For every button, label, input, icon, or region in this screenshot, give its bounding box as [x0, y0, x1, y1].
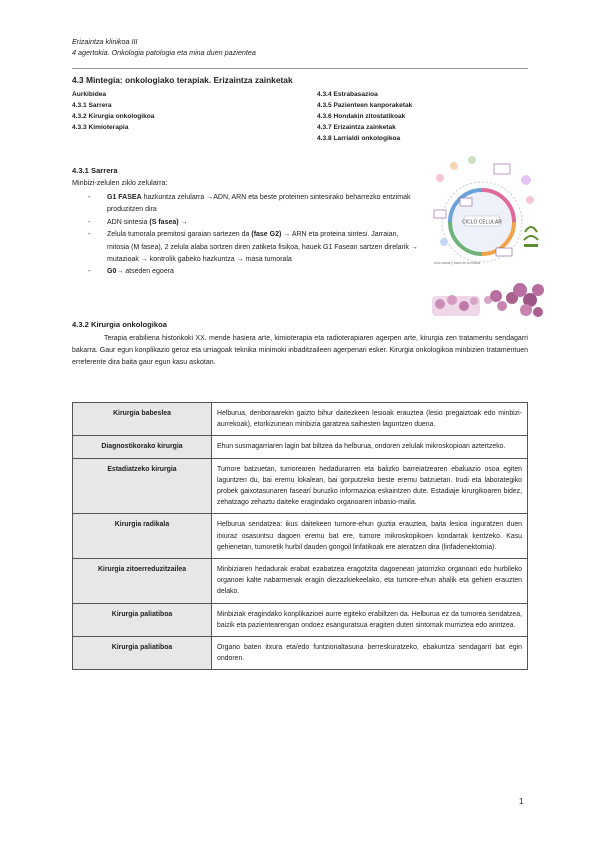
toc-item[interactable]: 4.3.4 Estrabasazioa	[317, 91, 378, 98]
toc-title: Aurkibidea	[72, 91, 107, 98]
phase-text: → ARN eta proteina sintesi. Jarraian, mitosia (M fasea), 2 zelula alaba sortzen diren zatiketa fisikoa, hauek G1 Fasean sartzen direlarik → mutazioak → kontrolik gabeko hazkuntza → masa tumorala	[107, 231, 418, 264]
surgery-description-cell: Helburua, denboraarekin gaizto bihur daitezkeen lesioak erauztea (lesio pregaiztoak edo minbizi-aurrekoak), etorkizunean minbizia garatzea saihesten laguntzen duena.	[212, 403, 528, 436]
header-course: Erizaintza klinikoa III	[72, 37, 138, 46]
table-row	[73, 559, 528, 604]
table-row	[73, 403, 528, 436]
subsection-heading-kirurgia: 4.3.2 Kirurgia onkologikoa	[72, 320, 167, 329]
toc-left-column	[72, 89, 154, 133]
cell-cycle-intro: Minbizi-zelulen ziklo zelularra:	[72, 178, 168, 187]
list-item	[88, 217, 420, 229]
section-title: 4.3 Mintegia: onkologiako terapiak. Erizaintza zainketak	[72, 75, 293, 85]
tumor-cells-illustration	[432, 283, 544, 317]
surgery-type-cell: Kirurgia zitoerreduzitzailea	[73, 559, 212, 604]
phase-text: Zelula tumorala premitosi garaian sartezen da	[107, 231, 252, 239]
phase-text: →	[178, 218, 188, 226]
table-row	[73, 514, 528, 559]
toc-item[interactable]: 4.3.1 Sarrera	[72, 102, 112, 109]
phase-label: (fase G2)	[251, 231, 282, 239]
surgery-description-cell: Minbiziak eragindako konplikazioei aurre egiteko erabiltzen da. Helburua ez da tumorea sendatzea, baizik eta pazientearengan ondoez esanguratsua eragiten duten sintomak murriztea edo arintzea.	[212, 603, 528, 636]
surgery-type-cell: Kirurgia radikala	[73, 514, 212, 559]
table-row	[73, 458, 528, 514]
toc-item[interactable]: 4.3.2 Kirurgia onkologikoa	[72, 113, 155, 120]
kirurgia-paragraph: Terapia erabiliena historikoki XX. mende hasiera arte, kimioterapia eta radioterapiaren agerpen arte, kirurgia zen tratamentu sendagarri bakarra. Gaur egun konplikazio geroz eta urriagoak teknika minimoki inbaditzaileen agerpenari esker. Kirurgia onkologikoa minbizien tratamentuen erreferente dira baita gaur egun kasu askotan.	[72, 335, 528, 367]
phase-text: atseden egoera	[123, 268, 174, 276]
surgery-description-cell: Minbiziaren hedadurak erabat ezabatzea eragotzita dagoenean jatorrizko organoari edo hurbileko organoei kalte nabarmenak eragin diezazkiekeelako, eta tumore-ehun ahalik eta gehien erauzten delako.	[212, 559, 528, 604]
cell-cycle-diagram	[434, 156, 534, 262]
table-row	[73, 637, 528, 670]
surgery-description-cell: Tumore batzuetan, tumorearen hedadurarren eta balizko barreiatzearen ebaluazio osoa egiten laguntzen du, bai eremu lokalean, bai gorputzeko beste eremu batzuetan. Irudi eta laborategiko probek gaixotasunaren fasearí buruzko informazioa eskaintzen dute. Estadiaje kirurgikoaren bidez, zehatzago zehaztu daiteke eragindako organoaren inbasio-maila.	[212, 458, 528, 514]
header-divider	[72, 68, 528, 69]
phase-label: G0→	[107, 268, 124, 276]
phase-text: ADN sintesia	[107, 218, 150, 226]
list-item	[88, 192, 420, 217]
subsection-heading-sarrera: 4.3.1 Sarrera	[72, 166, 118, 175]
table-row	[73, 436, 528, 458]
table-row	[73, 603, 528, 636]
page-number: 1	[519, 797, 524, 806]
toc-item[interactable]: 4.3.7 Erizaintza zainketak	[317, 124, 396, 131]
toc-item[interactable]: 4.3.3 Kimioterapia	[72, 124, 129, 131]
toc-right-column	[317, 89, 412, 144]
phase-text: hazkuntza zelularra →ADN, ARN eta beste proteinen sintesirako beharrezko entzimak produzitzen dira	[107, 194, 411, 214]
cell-cycle-figure	[430, 150, 545, 330]
toc-item[interactable]: 4.3.6 Hondakin zitostatikoak	[317, 113, 406, 120]
toc-item[interactable]: 4.3.5 Pazienteen kanporaketak	[317, 102, 413, 109]
cycle-center-label: CICLO CELULAR	[462, 219, 502, 226]
surgery-type-cell: Kirurgia babeslea	[73, 403, 212, 436]
phase-label: (S fasea)	[149, 218, 179, 226]
surgery-description-cell: Ehun susmagarriaren lagin bat biltzea da helburua, ondoren zelulak mikroskopioan aztertzeko.	[212, 436, 528, 458]
surgery-types-table	[72, 402, 528, 670]
cell-cycle-list	[88, 192, 420, 279]
list-item	[88, 229, 420, 266]
publisher-logo	[524, 227, 538, 247]
surgery-type-cell: Kirurgia paliatiboa	[73, 637, 212, 670]
surgery-description-cell: Helburua sendatzea: ikus daitekeen tumore-ehun guztia erauztea, baita lesioa inguratzen duen itxuraz osasuntsu dagoen eremu bat ere, tumore mikroskopikoen kondarrak kentzeko. Kasu gehienetan, tumoretik hurbil dauden gongoil linfatikoak ere ateratzen dira (linfadenektomia).	[212, 514, 528, 559]
list-item	[88, 266, 420, 278]
surgery-type-cell: Kirurgia paliatiboa	[73, 603, 212, 636]
surgery-description-cell: Organo baten itxura eta/edo funtzionaltasuna berreskuratzeko, ebakuntza sendagarri bat egin ondoren.	[212, 637, 528, 670]
surgery-type-cell: Estadiatzeko kirurgia	[73, 458, 212, 514]
surgery-type-cell: Diagnostikorako kirurgia	[73, 436, 212, 458]
running-header	[72, 36, 256, 58]
phase-label: G1 FASEA	[107, 194, 142, 201]
header-scenario: 4 agertokia. Onkologia patologia eta mina duen pazientea	[72, 48, 256, 57]
figure-caption: ciclo celular y fases de la mitosis	[434, 261, 481, 265]
toc-item[interactable]: 4.3.8 Larrialdi onkologikoa	[317, 135, 401, 142]
